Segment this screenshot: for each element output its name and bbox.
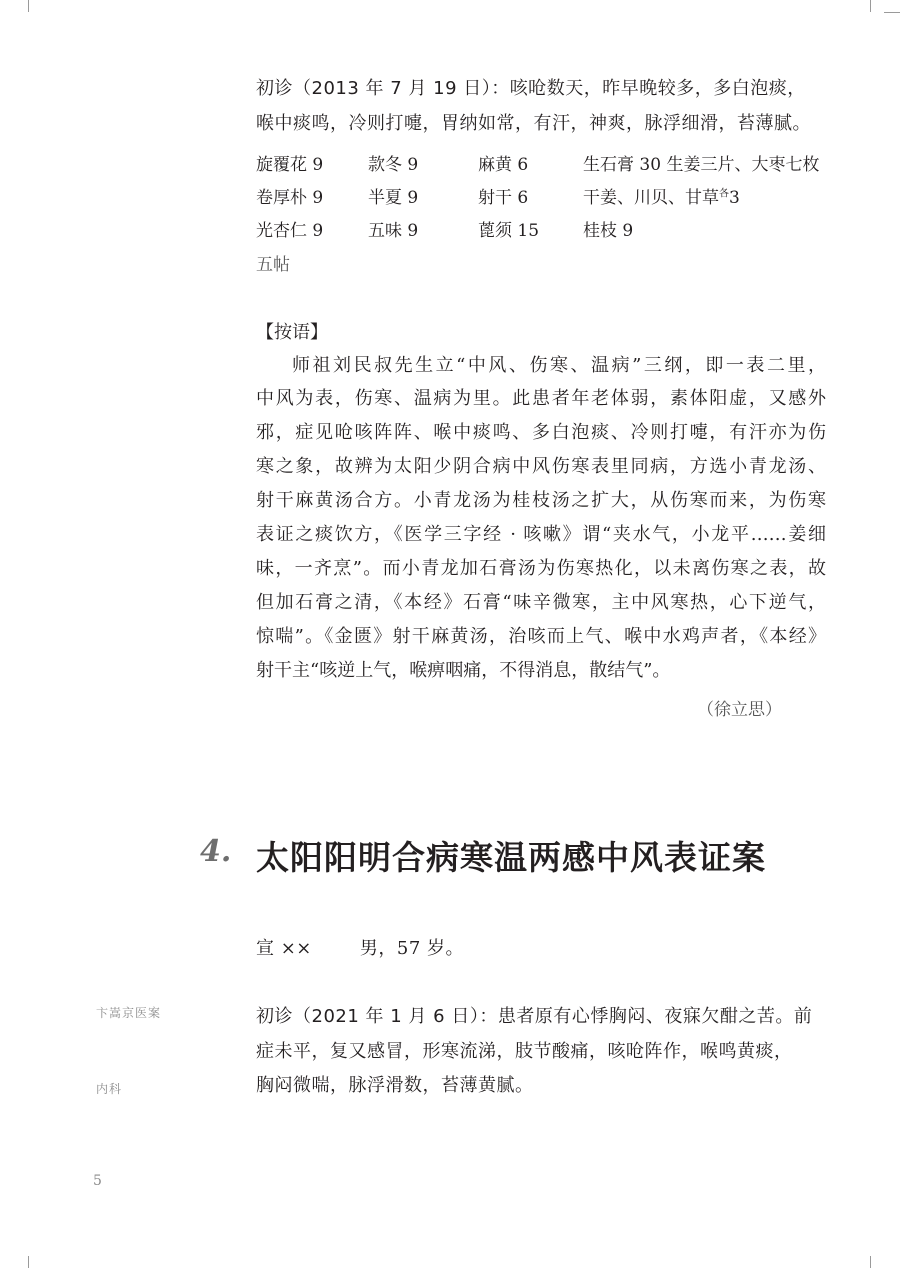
note-line: 惊喘”。《金匮》射干麻黄汤，治咳而上气、喉中水鸡声者，《本经》 [256,626,826,647]
case-number: 4. [200,834,232,869]
first-visit-line2: 喉中痰鸣，冷则打嚏，胃纳如常，有汗，神爽，脉浮细滑，苔薄腻。 [256,113,811,134]
note-line: 射干麻黄汤合方。小青龙汤为桂枝汤之扩大，从伤寒而来，为伤寒 [256,490,826,511]
patient-info: 男，57 岁。 [359,938,465,959]
herb: 卷厚朴 9 [256,188,324,208]
crop-mark-tr [870,0,871,12]
herb: 旋覆花 9 [256,155,324,175]
case4-visit-line1 [256,1000,812,1033]
herb: 蓖须 15 [478,221,540,241]
first-visit-text: 咳呛数天，昨早晚较多，多白泡痰， [509,78,806,99]
sidebar-section: 内科 [96,1082,123,1096]
note-line: 射干主“咳逆上气，喉痹咽痛，不得消息，散结气”。 [256,660,671,681]
note-title: 【按语】 [256,322,328,343]
herb: 射干 6 [478,188,529,208]
herb-group-names: 干姜、川贝、甘草 [583,188,719,208]
crop-mark-tl [28,0,29,12]
note-line: 邪，症见呛咳阵阵、喉中痰鸣、多白泡痰、冷则打嚏，有汗亦为伤 [256,422,826,443]
first-visit-line1 [256,72,806,105]
note-line: 师祖刘民叔先生立“中风、伤寒、温病”三纲，即一表二里， [292,355,826,376]
case4-visit-label: 初诊（2021 年 1 月 6 日）： [256,1006,498,1027]
case4-visit-line3: 胸闷微喘，脉浮滑数，苔薄黄腻。 [256,1075,534,1096]
patient-line [256,932,464,965]
case4-visit-line2: 症未平，复又感冒，形寒流涕，肢节酸痛，咳呛阵作，喉鸣黄痰， [256,1041,793,1062]
crop-mark-br [870,1256,871,1268]
patient-name: 宣 ×× [256,938,312,959]
note-line: 中风为表，伤寒、温病为里。此患者年老体弱，素体阳虚，又感外 [256,388,826,409]
herb: 五味 9 [368,221,419,241]
note-author: （徐立思） [697,700,782,720]
crop-mark-bl [28,1256,29,1268]
note-line: 但加石膏之清，《本经》石膏“味辛微寒，主中风寒热，心下逆气， [256,592,826,613]
note-line: 寒之象，故辨为太阳少阴合病中风伤寒表里同病，方选小青龙汤、 [256,456,826,477]
note-line: 味，一齐烹”。而小青龙加石膏汤为伤寒热化，以未离伤寒之表，故 [256,558,826,579]
herb: 款冬 9 [368,155,419,175]
each-mark: 各 [719,188,729,200]
page-number: 5 [93,1173,102,1189]
sidebar-book-title: 卞嵩京医案 [96,1006,162,1020]
herb: 生石膏 30 生姜三片、大枣七枚 [583,155,820,175]
case-title: 太阳阳明合病寒温两感中风表证案 [256,838,766,877]
first-visit-label: 初诊（2013 年 7 月 19 日）： [256,78,510,99]
herb: 光杏仁 9 [256,221,324,241]
note-line: 表证之痰饮方，《医学三字经 · 咳嗽》谓“夹水气，小龙平……姜细 [256,524,826,545]
herb-group-dose: 3 [729,188,740,208]
herb: 桂枝 9 [583,221,634,241]
herb-group [583,183,740,208]
dosage-count: 五帖 [256,255,290,275]
herb: 麻黄 6 [478,155,529,175]
crop-mark-tr-h [884,12,900,13]
case4-visit-text: 患者原有心悸胸闷、夜寐欠酣之苦。前 [497,1006,813,1027]
herb: 半夏 9 [368,188,419,208]
